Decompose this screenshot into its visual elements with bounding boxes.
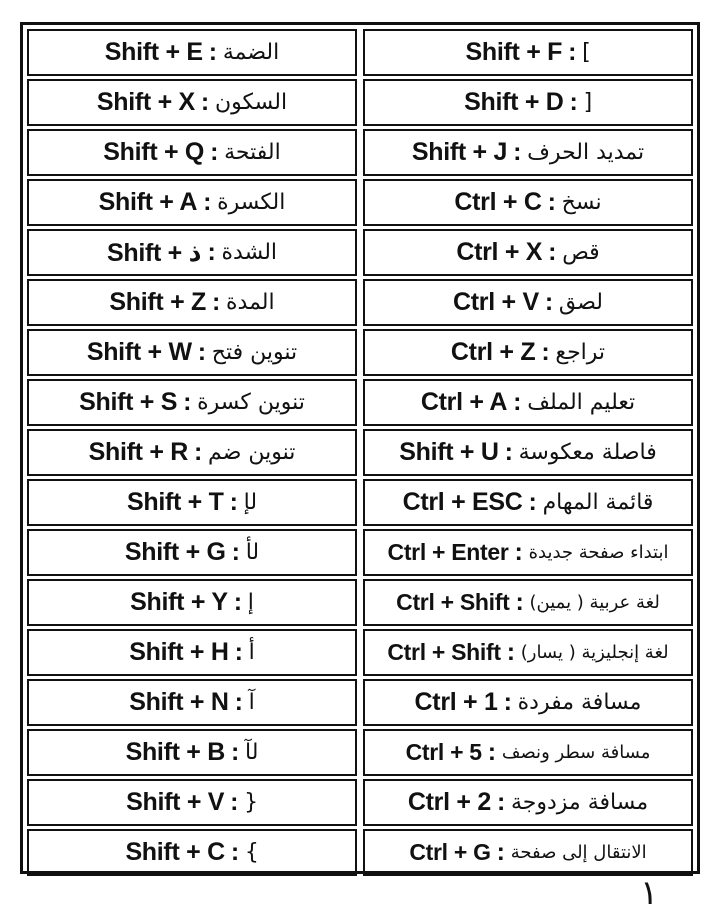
separator: : bbox=[487, 738, 496, 766]
right-column-cell bbox=[363, 779, 693, 826]
right-column-cell bbox=[363, 679, 693, 726]
shortcut-meaning: الشدة bbox=[221, 240, 278, 265]
right-column-cell bbox=[363, 279, 693, 326]
shortcut-meaning: الفتحة bbox=[224, 140, 281, 165]
shortcut-key: Ctrl + Shift bbox=[396, 589, 510, 615]
separator: : bbox=[234, 638, 243, 666]
shortcut-key: Ctrl + V bbox=[453, 288, 539, 316]
shortcut-meaning: مسافة مفردة bbox=[517, 690, 642, 715]
shortcut-key: Ctrl + G bbox=[409, 839, 491, 865]
separator: : bbox=[230, 788, 239, 816]
left-column-cell bbox=[27, 329, 357, 376]
separator: : bbox=[229, 488, 238, 516]
separator: : bbox=[208, 38, 217, 66]
shortcut-meaning: المدة bbox=[226, 290, 275, 315]
left-column-cell bbox=[27, 129, 357, 176]
shortcut-key: Shift + Z bbox=[109, 288, 206, 316]
shortcut-meaning: تنوين فتح bbox=[211, 340, 298, 365]
shortcut-key: Shift + G bbox=[124, 538, 226, 566]
shortcut-meaning: تنوين كسرة bbox=[197, 390, 305, 415]
left-column bbox=[27, 29, 357, 876]
page-number: ١ bbox=[640, 873, 659, 913]
left-column-cell bbox=[27, 279, 357, 326]
right-column-cell bbox=[363, 179, 693, 226]
separator: : bbox=[203, 188, 212, 216]
shortcut-meaning: { bbox=[244, 790, 258, 815]
left-column-cell bbox=[27, 629, 357, 676]
separator: : bbox=[504, 438, 513, 466]
shortcut-key: Shift + E bbox=[104, 38, 203, 66]
shortcut-meaning: الانتقال إلى صفحة bbox=[510, 842, 647, 863]
separator: : bbox=[544, 288, 553, 316]
left-column-cell bbox=[27, 379, 357, 426]
separator: : bbox=[194, 438, 203, 466]
shortcut-key: Shift + S bbox=[79, 388, 178, 416]
separator: : bbox=[515, 588, 524, 616]
separator: : bbox=[513, 388, 522, 416]
shortcut-key: Shift + ذ bbox=[106, 238, 202, 267]
right-column-cell bbox=[363, 429, 693, 476]
separator: : bbox=[547, 188, 556, 216]
separator: : bbox=[234, 688, 243, 716]
shortcut-meaning: ] bbox=[582, 40, 591, 65]
shortcut-meaning: لآ bbox=[245, 740, 259, 765]
separator: : bbox=[183, 388, 192, 416]
shortcut-meaning: مسافة سطر ونصف bbox=[501, 742, 651, 763]
left-column-cell bbox=[27, 829, 357, 876]
shortcut-meaning: تمديد الحرف bbox=[527, 140, 645, 165]
shortcut-meaning: لغة عربية ( يمين) bbox=[529, 592, 660, 613]
left-column-cell bbox=[27, 179, 357, 226]
separator: : bbox=[541, 338, 550, 366]
separator: : bbox=[496, 788, 505, 816]
left-column-cell bbox=[27, 579, 357, 626]
right-column-cell bbox=[363, 29, 693, 76]
left-column-cell bbox=[27, 529, 357, 576]
shortcut-meaning: أ bbox=[248, 640, 255, 665]
shortcut-key: Ctrl + 1 bbox=[414, 688, 498, 716]
shortcut-key: Shift + J bbox=[411, 138, 508, 166]
right-column-cell bbox=[363, 229, 693, 276]
separator: : bbox=[197, 338, 206, 366]
shortcut-meaning: مسافة مزدوجة bbox=[510, 790, 649, 815]
shortcut-key: Shift + N bbox=[129, 688, 229, 716]
shortcut-key: Shift + U bbox=[399, 438, 499, 466]
separator: : bbox=[231, 538, 240, 566]
left-column-cell bbox=[27, 79, 357, 126]
shortcut-meaning: [ bbox=[583, 90, 592, 115]
separator: : bbox=[200, 88, 209, 116]
separator: : bbox=[513, 138, 522, 166]
separator: : bbox=[569, 88, 578, 116]
shortcut-meaning: الكسرة bbox=[217, 190, 286, 215]
left-column-cell bbox=[27, 679, 357, 726]
left-column-cell bbox=[27, 479, 357, 526]
shortcut-key: Ctrl + Shift bbox=[387, 639, 501, 665]
shortcut-key: Shift + B bbox=[125, 738, 225, 766]
separator: : bbox=[230, 838, 239, 866]
left-column-cell bbox=[27, 729, 357, 776]
shortcut-meaning: آ bbox=[248, 690, 255, 715]
shortcut-key: Shift + D bbox=[464, 88, 564, 116]
shortcut-table bbox=[20, 22, 700, 874]
separator: : bbox=[568, 38, 577, 66]
separator: : bbox=[528, 488, 537, 516]
right-column-cell bbox=[363, 579, 693, 626]
shortcut-key: Ctrl + A bbox=[420, 388, 508, 416]
shortcut-key: Shift + T bbox=[126, 488, 224, 516]
right-column-cell bbox=[363, 729, 693, 776]
right-column-cell bbox=[363, 829, 693, 876]
shortcut-key: Ctrl + Z bbox=[450, 338, 536, 366]
shortcut-key: Shift + R bbox=[88, 438, 189, 466]
shortcut-meaning: تعليم الملف bbox=[527, 390, 636, 415]
shortcut-key: Shift + Q bbox=[103, 138, 205, 166]
shortcut-meaning: قائمة المهام bbox=[542, 490, 654, 515]
separator: : bbox=[230, 738, 239, 766]
shortcut-key: Shift + A bbox=[98, 188, 198, 216]
left-column-cell bbox=[27, 779, 357, 826]
left-column-cell bbox=[27, 29, 357, 76]
shortcut-meaning: ابتداء صفحة جديدة bbox=[528, 542, 669, 563]
shortcut-meaning: لأ bbox=[245, 540, 260, 565]
shortcut-meaning: السكون bbox=[214, 90, 288, 115]
shortcut-key: Ctrl + C bbox=[454, 188, 542, 216]
shortcut-key: Ctrl + ESC bbox=[402, 488, 523, 516]
right-column-cell bbox=[363, 129, 693, 176]
separator: : bbox=[233, 588, 242, 616]
right-column-cell bbox=[363, 379, 693, 426]
shortcut-meaning: فاصلة معكوسة bbox=[518, 440, 657, 465]
shortcut-meaning: قص bbox=[562, 240, 600, 265]
shortcut-meaning: نسخ bbox=[561, 190, 602, 215]
shortcut-key: Ctrl + 2 bbox=[407, 788, 491, 816]
shortcut-key: Ctrl + 5 bbox=[405, 739, 482, 765]
shortcut-key: Shift + V bbox=[126, 788, 225, 816]
separator: : bbox=[496, 838, 505, 866]
shortcut-meaning: تراجع bbox=[555, 340, 606, 365]
right-column-cell bbox=[363, 629, 693, 676]
right-column-cell bbox=[363, 329, 693, 376]
shortcut-meaning: لصق bbox=[558, 290, 603, 315]
right-column bbox=[363, 29, 693, 876]
shortcut-key: Shift + C bbox=[125, 838, 225, 866]
separator: : bbox=[210, 138, 219, 166]
shortcut-key: Shift + W bbox=[86, 338, 192, 366]
right-column-cell bbox=[363, 529, 693, 576]
separator: : bbox=[506, 638, 515, 666]
separator: : bbox=[548, 238, 557, 266]
shortcut-key: Ctrl + X bbox=[456, 238, 543, 266]
shortcut-key: Ctrl + Enter bbox=[387, 539, 509, 565]
shortcut-meaning: } bbox=[244, 840, 259, 865]
shortcut-key: Shift + F bbox=[465, 38, 563, 66]
separator: : bbox=[207, 238, 216, 266]
shortcut-meaning: لإ bbox=[243, 490, 258, 515]
shortcut-key: Shift + H bbox=[129, 638, 229, 666]
left-column-cell bbox=[27, 429, 357, 476]
shortcut-key: Shift + X bbox=[96, 88, 195, 116]
shortcut-key: Shift + Y bbox=[130, 588, 228, 616]
shortcut-meaning: لغة إنجليزية ( يسار) bbox=[520, 642, 669, 663]
separator: : bbox=[503, 688, 512, 716]
separator: : bbox=[211, 288, 221, 316]
shortcut-meaning: الضمة bbox=[222, 40, 280, 65]
right-column-cell bbox=[363, 479, 693, 526]
separator: : bbox=[514, 538, 523, 566]
right-column-cell bbox=[363, 79, 693, 126]
shortcut-meaning: إ bbox=[247, 590, 254, 615]
shortcut-meaning: تنوين ضم bbox=[208, 440, 296, 465]
left-column-cell bbox=[27, 229, 357, 276]
